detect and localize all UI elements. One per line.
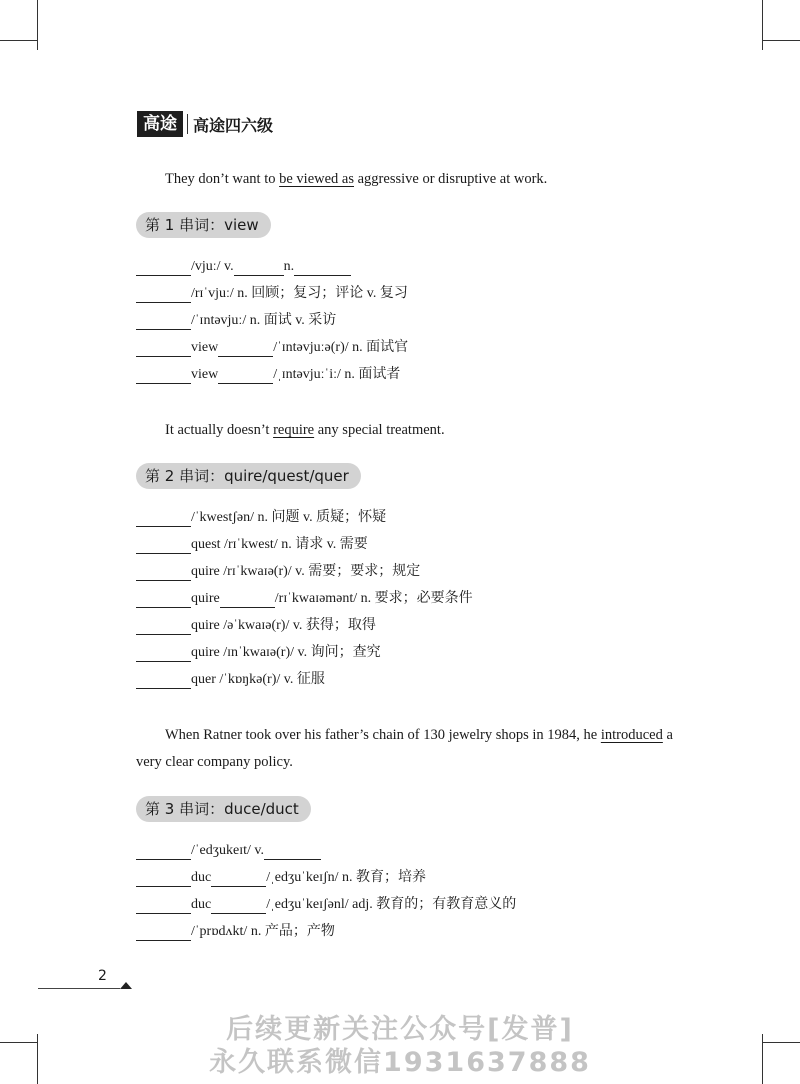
- example-sentence-2: It actually doesn’t require any special treatment.: [165, 422, 445, 438]
- brand-title: 高途四六级: [193, 115, 274, 135]
- key-phrase: introduced: [600, 727, 663, 743]
- word-entry: quire /rɪˈkwaɪə(r)/ v. 需要；要求；规定: [136, 562, 420, 582]
- word-entry: /ˈɪntəvjuː/ n. 面试 v. 采访: [136, 311, 336, 331]
- triangle-icon: [120, 982, 132, 989]
- fill-blank: [294, 259, 351, 276]
- word-entry: duc /ˌedʒuˈkeɪʃənl/ adj. 教育的；有教育意义的: [136, 895, 516, 915]
- fill-blank: [218, 340, 273, 357]
- brand-logo: 高途: [137, 111, 183, 137]
- brand-header: [137, 111, 273, 137]
- fill-blank: [136, 591, 191, 608]
- crop-mark: [0, 40, 37, 41]
- fill-blank: [264, 843, 321, 860]
- fill-blank: [218, 367, 273, 384]
- fill-blank: [136, 843, 191, 860]
- word-entry: duc /ˌedʒuˈkeɪʃn/ n. 教育；培养: [136, 868, 426, 888]
- crop-mark: [762, 40, 800, 41]
- fill-blank: [136, 313, 191, 330]
- key-phrase: be viewed as: [279, 171, 354, 187]
- fill-blank: [136, 286, 191, 303]
- example-sentence-1: They don’t want to be viewed as aggressive or disruptive at work.: [165, 171, 548, 187]
- fill-blank: [211, 870, 266, 887]
- word-entry: /ˈkwestʃən/ n. 问题 v. 质疑；怀疑: [136, 508, 386, 528]
- fill-blank: [136, 510, 191, 527]
- crop-mark: [762, 0, 763, 50]
- page-number: 2: [98, 968, 107, 984]
- fill-blank: [136, 870, 191, 887]
- fill-blank: [136, 564, 191, 581]
- footer-rule: [38, 988, 120, 989]
- key-phrase: require: [273, 422, 315, 438]
- crop-mark: [37, 0, 38, 50]
- fill-blank: [136, 672, 191, 689]
- word-entry: quire /ɪnˈkwaɪə(r)/ v. 询问；查究: [136, 643, 381, 663]
- fill-blank: [136, 618, 191, 635]
- fill-blank: [136, 367, 191, 384]
- fill-blank: [136, 259, 191, 276]
- word-group-heading-1: 第 1 串词：view: [136, 212, 271, 238]
- watermark-line-2: 永久联系微信1931637888: [209, 1047, 591, 1078]
- word-entry: quire /əˈkwaɪə(r)/ v. 获得；取得: [136, 616, 376, 636]
- fill-blank: [136, 340, 191, 357]
- word-entry: view /ˌɪntəvjuːˈiː/ n. 面试者: [136, 365, 400, 385]
- word-entry: view /ˈɪntəvjuːə(r)/ n. 面试官: [136, 338, 408, 358]
- fill-blank: [136, 537, 191, 554]
- word-group-heading-3: 第 3 串词：duce/duct: [136, 796, 311, 822]
- word-entry: /ˈprɒdʌkt/ n. 产品；产物: [136, 922, 335, 942]
- word-group-heading-2: 第 2 串词：quire/quest/quer: [136, 463, 361, 489]
- fill-blank: [136, 645, 191, 662]
- word-entry: quer /ˈkɒŋkə(r)/ v. 征服: [136, 670, 325, 690]
- fill-blank: [136, 897, 191, 914]
- word-entry: /vjuː/ v. n.: [136, 257, 351, 277]
- brand-divider: [187, 114, 188, 134]
- word-entry: /ˈedʒukeɪt/ v.: [136, 841, 321, 861]
- fill-blank: [211, 897, 266, 914]
- watermark-line-1: 后续更新关注公众号[发普]: [226, 1014, 574, 1045]
- fill-blank: [136, 924, 191, 941]
- word-entry: /rɪˈvjuː/ n. 回顾；复习；评论 v. 复习: [136, 284, 408, 304]
- word-entry: quire /rɪˈkwaɪəmənt/ n. 要求；必要条件: [136, 589, 473, 609]
- example-sentence-3-continued: very clear company policy.: [136, 754, 293, 770]
- word-entry: quest /rɪˈkwest/ n. 请求 v. 需要: [136, 535, 368, 555]
- fill-blank: [220, 591, 275, 608]
- fill-blank: [234, 259, 284, 276]
- example-sentence-3: When Ratner took over his father’s chain of 130 jewelry shops in 1984, he introduced a: [165, 727, 673, 743]
